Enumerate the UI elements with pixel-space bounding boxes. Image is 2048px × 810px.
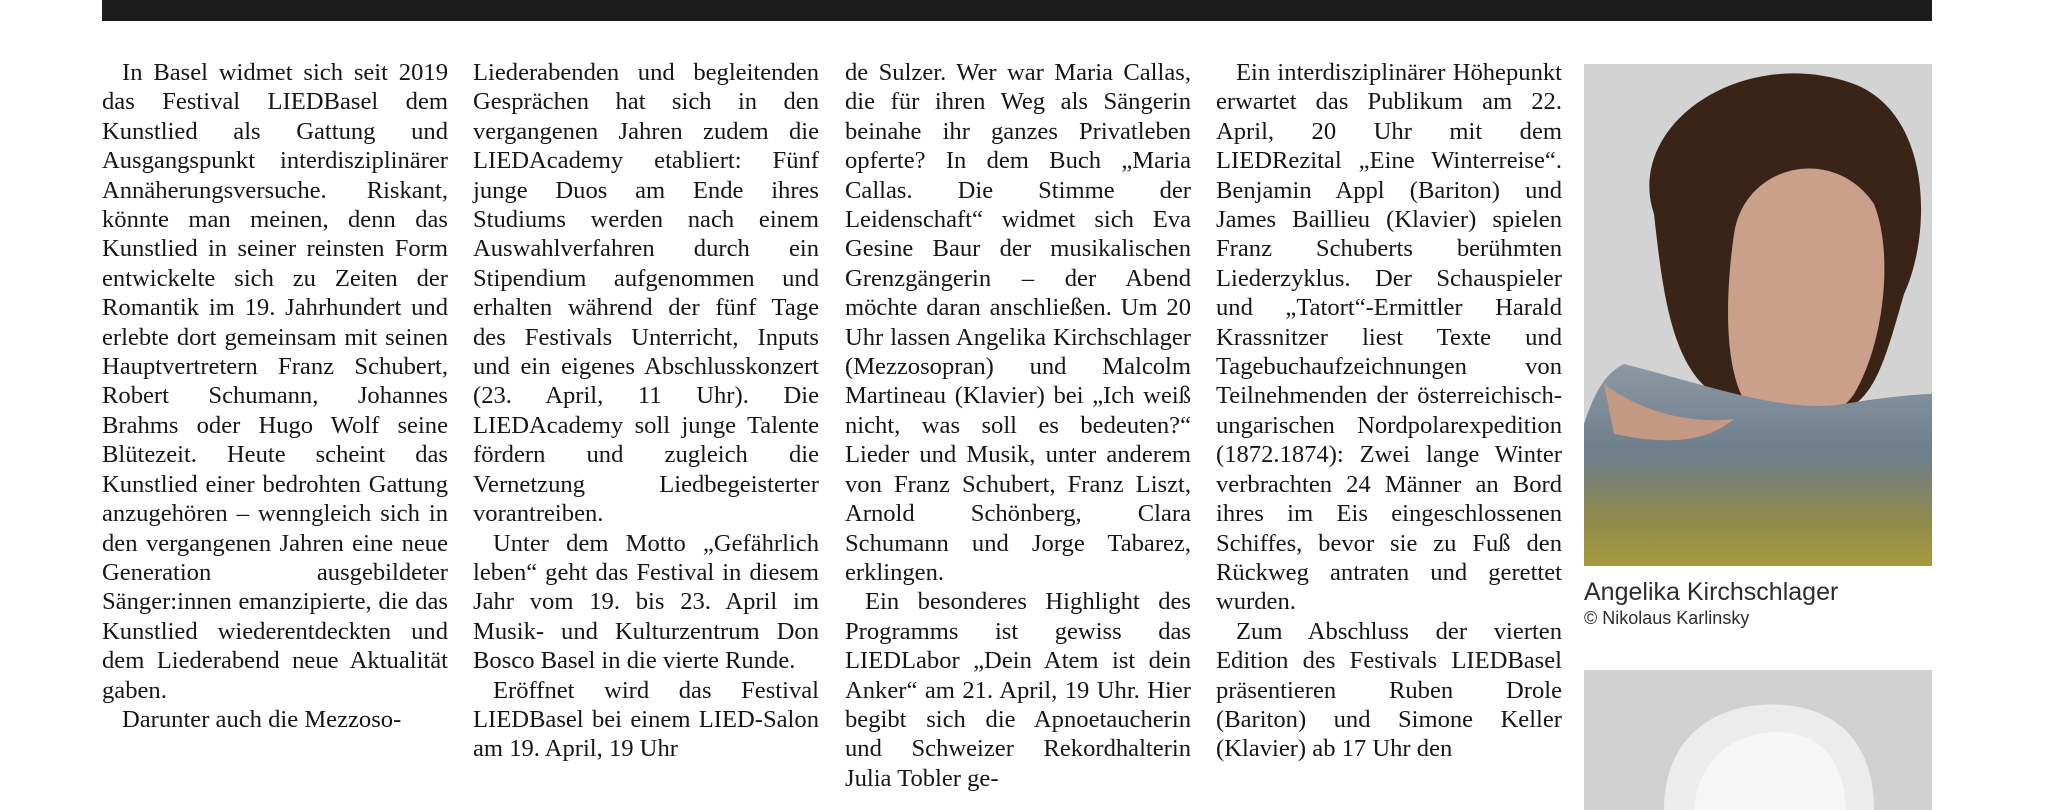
article-column-3 — [845, 58, 1191, 793]
paragraph: In Basel widmet sich seit 2019 das Festival LIEDBasel dem Kunstlied als Gattung und Ausgangspunkt interdisziplinärer Annäherungsversuche. Riskant, könnte man meinen, denn das Kunstlied in seiner reinsten Form entwickelte sich zu Zeiten der Romantik im 19. Jahrhundert und erlebte dort gemeinsam mit seinen Hauptvertretern Franz Schubert, Robert Schumann, Johannes Brahms oder Hugo Wolf seine Blütezeit. Heute scheint das Kunstlied einer bedrohten Gattung anzugehören – wenngleich sich in den vergangenen Jahren eine neue Generation ausgebildeter Sänger:innen emanzipierte, die das Kunstlied wiederentdeckten und dem Liederabend neue Aktualität gaben. — [102, 59, 448, 704]
paragraph: Ein besonderes Highlight des Programms ist gewiss das LIEDLabor „Dein Atem ist dein Anker“ am 21. April, 19 Uhr. Hier begibt sich die Apnoetaucherin und Schweizer Rekordhalterin Julia Tobler ge- — [845, 588, 1191, 792]
paragraph: Darunter auch die Mezzoso- — [122, 705, 402, 733]
portrait-photo — [1584, 64, 1932, 566]
article-column-4 — [1216, 58, 1562, 764]
second-photo — [1584, 670, 1932, 810]
paragraph: Eröffnet wird das Festival LIEDBasel bei einem LIED-Salon am 19. April, 19 Uhr — [473, 676, 819, 763]
paragraph: de Sulzer. Wer war Maria Callas, die für ihren Weg als Sängerin beinahe ihr ganzes Privatleben opferte? In dem Buch „Maria Callas. Die Stimme der Leidenschaft“ widmet sich Eva Gesine Baur der musikalischen Grenzgängerin – der Abend möchte daran anschließen. Um 20 Uhr lassen Angelika Kirchschlager (Mezzosopran) und Malcolm Martineau (Klavier) bei „Ich weiß nicht, was soll es bedeuten?“ Lieder und Musik, unter anderem von Franz Schubert, Franz Liszt, Arnold Schönberg, Clara Schumann und Jorge Tabarez, erklingen. — [845, 59, 1191, 586]
article-column-2 — [473, 58, 819, 764]
article-column-1 — [102, 58, 448, 734]
paragraph: Unter dem Motto „Gefährlich leben“ geht das Festival in diesem Jahr vom 19. bis 23. April im Musik- und Kulturzentrum Don Bosco Basel in die vierte Runde. — [473, 529, 819, 675]
photo-credit: © Nikolaus Karlinsky — [1584, 608, 1750, 628]
paragraph: Zum Abschluss der vierten Edition des Festivals LIEDBasel präsentieren Ruben Drole (Bariton) und Simone Keller (Klavier) ab 17 Uhr den — [1216, 617, 1562, 763]
photo-caption: Angelika Kirchschlager — [1584, 578, 1839, 606]
paragraph: Ein interdisziplinärer Höhepunkt erwartet das Publikum am 22. April, 20 Uhr mit dem LIEDRezital „Eine Winterreise“. Benjamin Appl (Bariton) und James Baillieu (Klavier) spielen Franz Schuberts berühmten Liederzyklus. Der Schauspieler und „Tatort“-Ermittler Harald Krassnitzer liest Texte und Tagebuchaufzeichnungen von Teilnehmenden der österreichisch-ungarischen Nordpolarexpedition (1872.1874): Zwei lange Winter verbrachten 24 Männer an Bord ihres im Eis eingeschlossenen Schiffes, bevor sie zu Fuß den Rückweg antraten und gerettet wurden. — [1216, 59, 1562, 616]
header-bar — [102, 0, 1932, 21]
paragraph: Liederabenden und begleitenden Gesprächen hat sich in den vergangenen Jahren zudem die LIEDAcademy etabliert: Fünf junge Duos am Ende ihres Studiums werden nach einem Auswahlverfahren durch ein Stipendium aufgenommen und erhalten während der fünf Tage des Festivals Unterricht, Inputs und ein eigenes Abschlusskonzert (23. April, 11 Uhr). Die LIEDAcademy soll junge Talente fördern und zugleich die Vernetzung Liedbegeisterter vorantreiben. — [473, 59, 819, 528]
portrait-illustration — [1584, 64, 1932, 566]
second-photo-illustration — [1584, 670, 1932, 810]
